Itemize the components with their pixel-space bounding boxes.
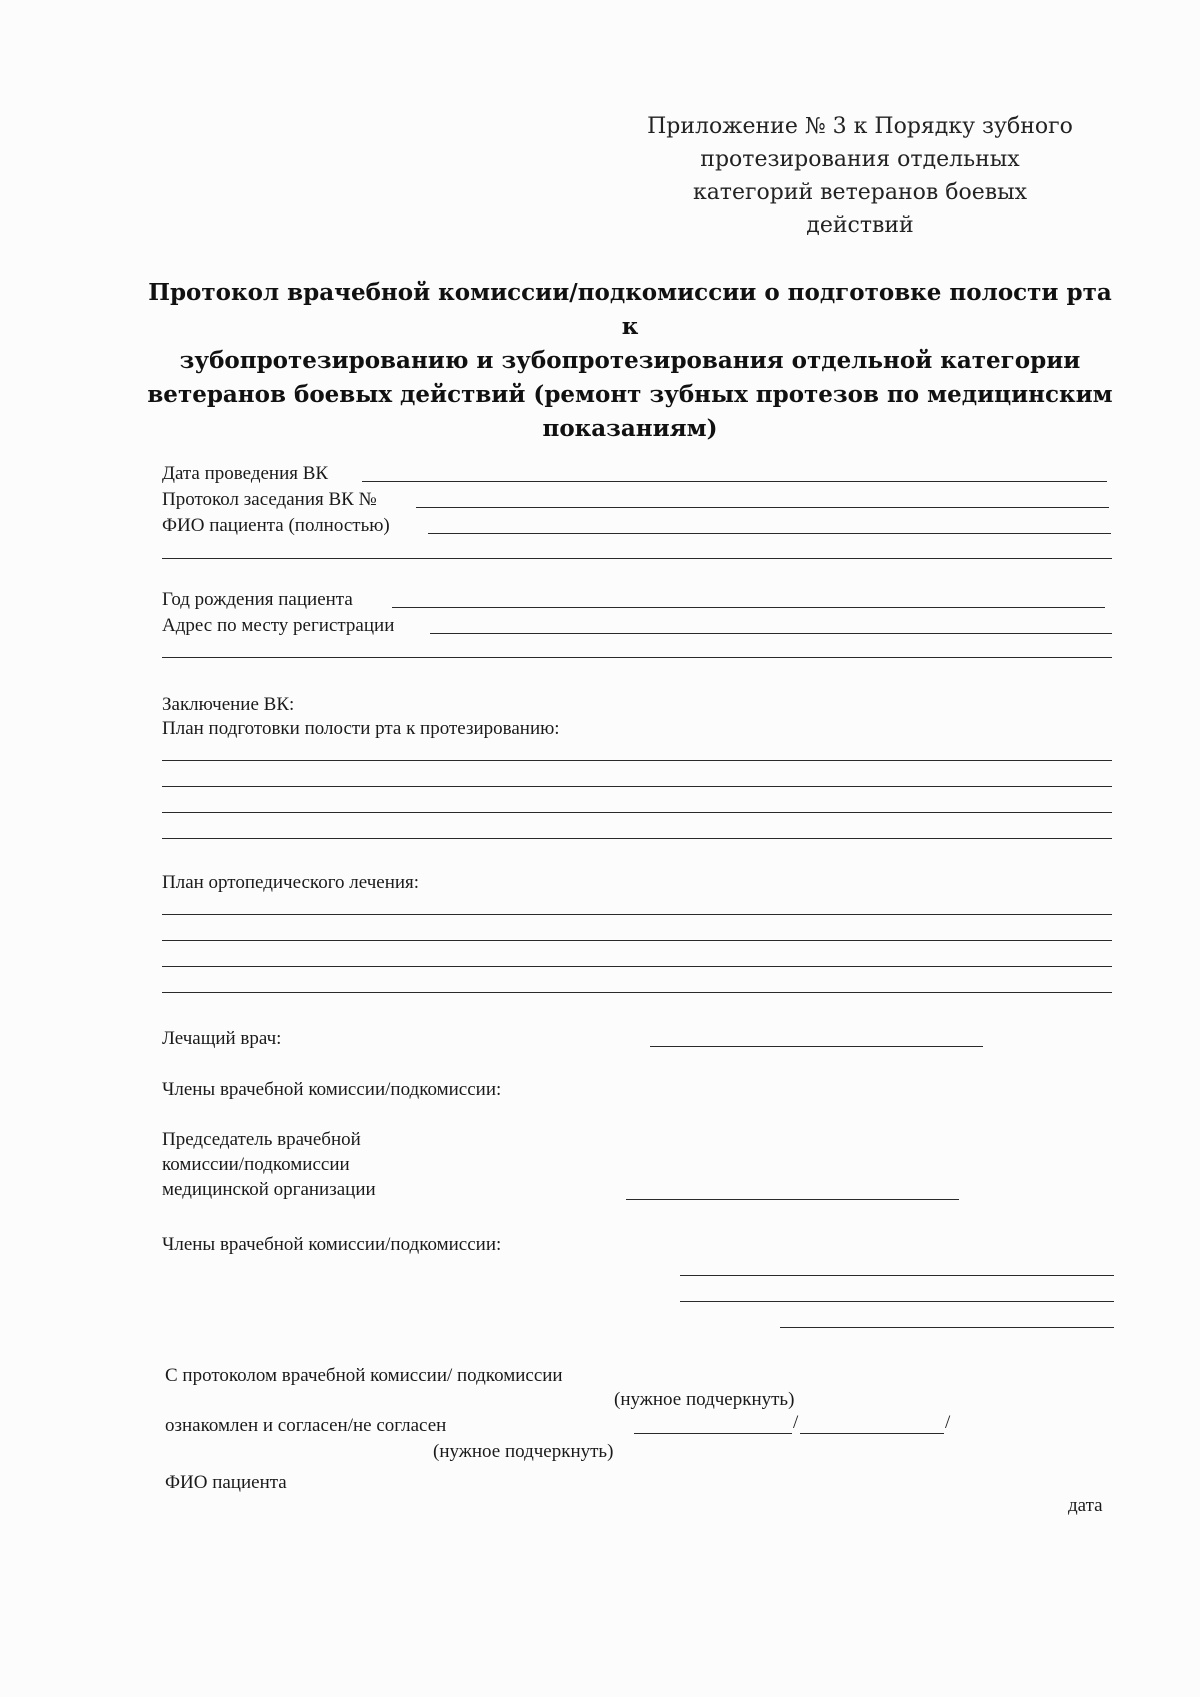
conclusion-heading: Заключение ВК: [162,694,295,715]
ortho-plan-line[interactable] [162,992,1112,993]
chairman-label-line: Председатель врачебной [162,1129,361,1150]
address-field-continued[interactable] [162,657,1112,658]
title-line: Протокол врачебной комиссии/подкомиссии о подготовке полости рта к [148,279,1112,340]
appendix-line: категорий ветеранов боевых [692,180,1028,205]
chairman-label-line: комиссии/подкомиссии [162,1154,350,1175]
address-label: Адрес по месту регистрации [162,615,395,636]
patient-fio-caption: ФИО пациента [165,1472,287,1493]
protocol-number-label: Протокол заседания ВК № [162,489,377,510]
title-line: показаниям) [542,415,718,442]
ack-agreement-text: ознакомлен и согласен/не согласен [165,1415,447,1436]
members-label: Члены врачебной комиссии/подкомиссии: [162,1079,502,1100]
ack-hint: (нужное подчеркнуть) [433,1441,614,1462]
ack-hint: (нужное подчеркнуть) [614,1389,795,1410]
separator-slash: / [793,1412,799,1433]
prep-plan-line[interactable] [162,760,1112,761]
ortho-plan-label: План ортопедического лечения: [162,872,420,893]
chairman-label-line: медицинской организации [162,1179,376,1200]
prep-plan-line[interactable] [162,812,1112,813]
separator-slash: / [945,1412,951,1433]
appendix-note [630,110,1090,242]
doctor-signature-line[interactable] [650,1046,983,1047]
ack-text: С протоколом врачебной комиссии/ подкомиссии [165,1365,563,1386]
title-line: зубопротезированию и зубопротезирования отдельной категории [179,347,1081,374]
prep-plan-line[interactable] [162,786,1112,787]
members-label: Члены врачебной комиссии/подкомиссии: [162,1234,502,1255]
ortho-plan-line[interactable] [162,914,1112,915]
date-caption: дата [1068,1495,1103,1516]
date-label: Дата проведения ВК [162,463,329,484]
prep-plan-label: План подготовки полости рта к протезированию: [162,718,560,739]
member-signature-line[interactable] [680,1275,1114,1276]
appendix-line: действий [806,213,914,238]
patient-fio-field-continued[interactable] [162,558,1112,559]
patient-signature-line[interactable] [634,1433,792,1434]
member-signature-line[interactable] [680,1301,1114,1302]
title-line: ветеранов боевых действий (ремонт зубных протезов по медицинским [147,381,1113,408]
prep-plan-line[interactable] [162,838,1112,839]
birth-year-field[interactable] [392,607,1105,608]
ortho-plan-line[interactable] [162,966,1112,967]
appendix-line: Приложение № 3 к Порядку зубного [647,114,1073,139]
date-field[interactable] [362,481,1107,482]
appendix-line: протезирования отдельных [700,147,1020,172]
document-title [140,276,1120,446]
patient-name-line[interactable] [800,1433,944,1434]
member-signature-line[interactable] [780,1327,1114,1328]
protocol-number-field[interactable] [416,507,1109,508]
patient-fio-label: ФИО пациента (полностью) [162,515,390,536]
birth-year-label: Год рождения пациента [162,589,353,610]
chairman-signature-line[interactable] [626,1199,959,1200]
ortho-plan-line[interactable] [162,940,1112,941]
doctor-label: Лечащий врач: [162,1028,282,1049]
patient-fio-field[interactable] [428,533,1111,534]
address-field[interactable] [430,633,1112,634]
